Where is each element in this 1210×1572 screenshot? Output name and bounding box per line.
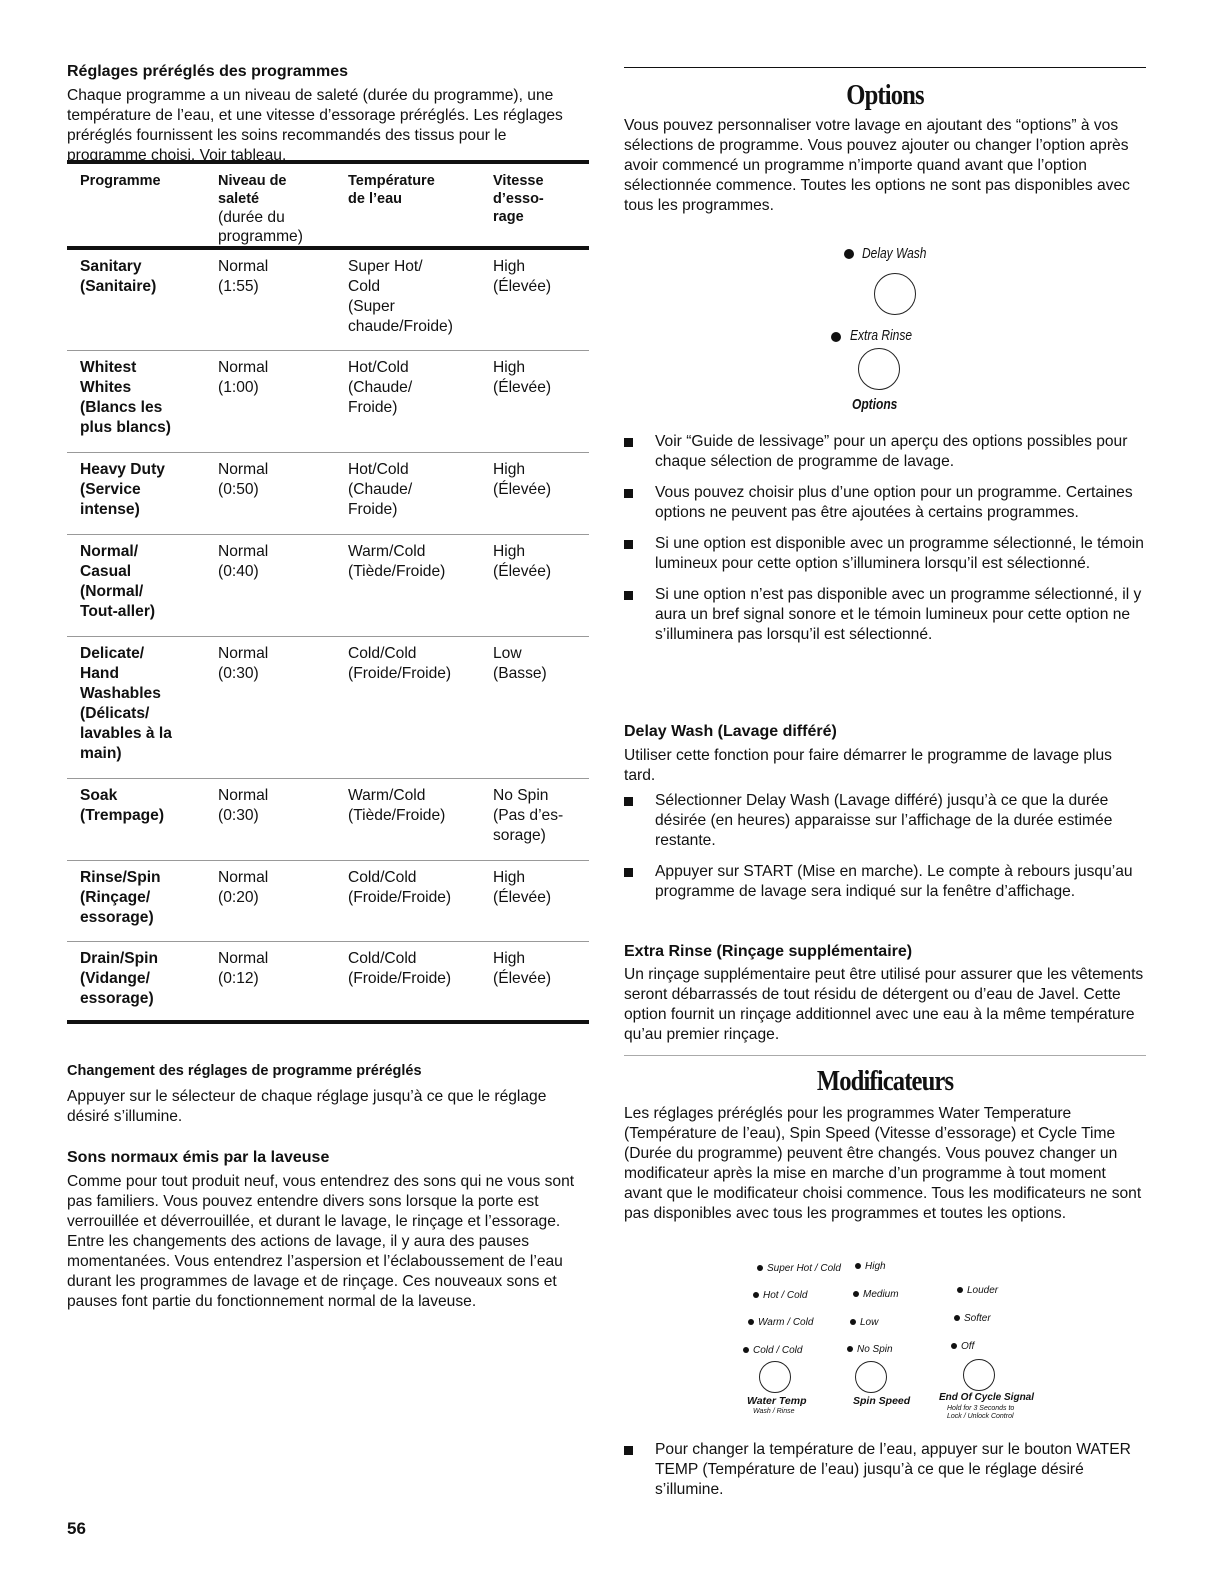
delay-wash-text: Utiliser cette fonction pour faire démarrer le programme de lavage plus tard. (624, 747, 1112, 784)
table-row (67, 942, 589, 1020)
led-icon (954, 1315, 960, 1321)
row-soil: Normal (0:40) (218, 543, 269, 580)
water-temp-button[interactable] (759, 1361, 791, 1393)
table-row (67, 250, 589, 351)
options-intro: Vous pouvez personnaliser votre lavage en ajoutant des “options” à vos sélections de programme. Vous pouvez ajouter ou changer l’option après avoir commencé un programme n’importe quand avant que l’option sélectionnée commence. Toutes les options ne sont pas disponibles avec tous les programmes. (624, 117, 1130, 214)
change-presets-text: Appuyer sur le sélecteur de chaque réglage jusqu’à ce que le réglage désiré s’illumine. (67, 1088, 547, 1125)
spin-speed-button[interactable] (855, 1361, 887, 1393)
bullet-square (624, 489, 633, 498)
spin-speed-label: Spin Speed (853, 1395, 911, 1407)
temp-level-label: Cold / Cold (753, 1345, 803, 1356)
temp-level-4 (743, 1345, 802, 1356)
list-item (624, 1440, 1146, 1500)
row-spin: No Spin (Pas d’es- sorage) (493, 787, 564, 844)
row-spin: High (Élevée) (493, 543, 552, 580)
row-temp: Hot/Cold (Chaude/ Froide) (348, 359, 413, 416)
spin-level-4 (847, 1344, 893, 1355)
normal-sounds-text: Comme pour tout produit neuf, vous entendrez des sons qui ne vous sont pas familiers. Vous pouvez entendre divers sons lorsque la porte est verrouillée et déverrouillée, et durant le lavage, le rinçage et l’essorage. Entre les changements des actions de lavage, il y aura des pauses momentanées. Vous entendrez l’aspersion et l’éclaboussement de l’eau durant les programmes de lavage et de rinçage. Ces nouveaux sons et pauses font partie du fonctionnement normal de la laveuse. (67, 1173, 575, 1310)
spin-level-label: Medium (863, 1289, 899, 1300)
options-bullet-list (624, 432, 1146, 645)
row-program: Normal/ Casual (Normal/ Tout-aller) (80, 543, 156, 620)
table-header-row (67, 164, 589, 250)
temp-level-3 (748, 1317, 813, 1328)
signal-label: End Of Cycle Signal (939, 1392, 1035, 1403)
header-soil (218, 172, 348, 246)
list-item-text: Vous pouvez choisir plus d’une option pour un programme. Certaines options ne peuvent pas être ajoutées à certains programmes. (655, 484, 1133, 521)
list-item (624, 585, 1146, 645)
table-row (67, 779, 589, 861)
list-item-text: Pour changer la température de l’eau, appuyer sur le bouton WATER TEMP (Température de l’eau) jusqu’à ce que le réglage désiré s’illumine. (655, 1441, 1131, 1498)
spin-level-label: No Spin (857, 1344, 893, 1355)
list-item (624, 534, 1146, 574)
temp-level-2 (753, 1290, 807, 1301)
led-icon (957, 1287, 963, 1293)
delay-wash-bullet-list (624, 791, 1146, 902)
list-item-text: Appuyer sur START (Mise en marche). Le compte à rebours jusqu’au programme de lavage sera indiqué sur la fenêtre d’affichage. (655, 863, 1133, 900)
spin-level-label: High (865, 1261, 886, 1272)
row-program: Rinse/Spin (Rinçage/ essorage) (80, 869, 161, 926)
header-temp: Température de l’eau (348, 173, 435, 207)
list-item-text: Si une option n’est pas disponible avec un programme sélectionné, il y aura un bref signal sonore et le témoin lumineux pour cette option ne s’illuminera pas lorsqu’il est sélectionné. (655, 586, 1142, 643)
led-icon (853, 1291, 859, 1297)
spin-level-1 (855, 1261, 886, 1272)
top-rule (624, 67, 1146, 68)
row-program: Heavy Duty (Service intense) (80, 461, 165, 518)
modifiers-title: Modificateurs (816, 1066, 954, 1097)
signal-level-2 (954, 1313, 991, 1324)
cycle-settings-table (67, 160, 589, 1024)
list-item (624, 483, 1146, 523)
bullet-square (624, 797, 633, 806)
spin-level-3 (850, 1317, 878, 1328)
list-item (624, 791, 1146, 851)
row-temp: Warm/Cold (Tiède/Froide) (348, 543, 446, 580)
row-soil: Normal (0:20) (218, 869, 269, 906)
header-soil-bold: Niveau de saleté (218, 173, 287, 207)
water-temp-sub: Wash / Rinse (753, 1408, 795, 1415)
list-item-text: Voir “Guide de lessivage” pour un aperçu des options possibles pour chaque sélection de programme de lavage. (655, 433, 1128, 470)
modifiers-panel (735, 1255, 1055, 1425)
row-program: Drain/Spin (Vidange/ essorage) (80, 950, 158, 1007)
extra-rinse-button[interactable] (858, 348, 900, 390)
water-temp-label: Water Temp (747, 1395, 807, 1407)
signal-level-label: Off (961, 1341, 975, 1352)
row-program: Sanitary (Sanitaire) (80, 258, 157, 295)
row-spin: High (Élevée) (493, 359, 552, 396)
led-icon (748, 1319, 754, 1325)
modifiers-bullet-list (624, 1440, 1146, 1500)
table-row (67, 637, 589, 779)
signal-sub-2: Lock / Unlock Control (947, 1413, 1014, 1420)
extra-rinse-label: Extra Rinse (850, 327, 913, 344)
row-temp: Super Hot/ Cold (Super chaude/Froide) (348, 258, 453, 335)
row-soil: Normal (0:30) (218, 645, 269, 682)
bullet-square (624, 1446, 633, 1455)
row-soil: Normal (0:50) (218, 461, 269, 498)
signal-level-1 (957, 1285, 998, 1296)
bullet-square (624, 591, 633, 600)
table-row (67, 861, 589, 942)
temp-level-1 (757, 1263, 841, 1274)
table-row (67, 351, 589, 453)
options-title: Options (846, 80, 924, 111)
extra-rinse-led (831, 332, 841, 342)
row-spin: High (Élevée) (493, 461, 552, 498)
bullet-square (624, 868, 633, 877)
row-spin: High (Élevée) (493, 869, 552, 906)
row-temp: Cold/Cold (Froide/Froide) (348, 645, 452, 682)
bullet-square (624, 540, 633, 549)
section-rule (624, 1055, 1146, 1056)
extra-rinse-text: Un rinçage supplémentaire peut être utilisé pour assurer que les vêtements seront débarrassés de tout résidu de détergent ou d’eau de Javel. Cette option fournit un rinçage additionnel avec une eau à la même température qu’au premier rinçage. (624, 966, 1144, 1043)
header-program: Programme (80, 173, 161, 189)
temp-level-label: Warm / Cold (758, 1317, 814, 1328)
led-icon (847, 1346, 853, 1352)
row-spin: Low (Basse) (493, 645, 547, 682)
change-presets-heading: Changement des réglages de programme préréglés (67, 1063, 422, 1079)
row-temp: Cold/Cold (Froide/Froide) (348, 950, 452, 987)
list-item (624, 432, 1146, 472)
signal-level-label: Louder (967, 1285, 999, 1296)
preset-settings-intro: Chaque programme a un niveau de saleté (durée du programme), une température de l’eau, et une vitesse d’essorage préréglés. Les réglages préréglés fournissent les soins recommandés des tissus pour le programme choisi. Voir tableau. (67, 87, 563, 164)
header-soil-normal: (durée du programme) (218, 209, 303, 245)
row-temp: Warm/Cold (Tiède/Froide) (348, 787, 446, 824)
signal-level-3 (951, 1341, 974, 1352)
preset-settings-heading: Réglages préréglés des programmes (67, 63, 349, 80)
extra-rinse-heading: Extra Rinse (Rinçage supplémentaire) (624, 943, 913, 960)
row-spin: High (Élevée) (493, 258, 552, 295)
spin-level-label: Low (860, 1317, 879, 1328)
list-item-text: Si une option est disponible avec un programme sélectionné, le témoin lumineux pour cette option s’illuminera lorsqu’il est sélectionné. (655, 535, 1144, 572)
led-icon (757, 1265, 763, 1271)
row-temp: Cold/Cold (Froide/Froide) (348, 869, 452, 906)
delay-wash-led (844, 249, 854, 259)
options-panel (800, 245, 980, 420)
signal-level-label: Softer (964, 1313, 991, 1324)
options-caption: Options (852, 396, 898, 413)
delay-wash-heading: Delay Wash (Lavage différé) (624, 723, 837, 740)
row-program: Whitest Whites (Blancs les plus blancs) (80, 359, 171, 436)
spin-level-2 (853, 1289, 899, 1300)
temp-level-label: Hot / Cold (763, 1290, 808, 1301)
delay-wash-label: Delay Wash (862, 245, 927, 262)
row-temp: Hot/Cold (Chaude/ Froide) (348, 461, 413, 518)
list-item (624, 862, 1146, 902)
led-icon (855, 1263, 861, 1269)
row-program: Soak (Trempage) (80, 787, 165, 824)
row-soil: Normal (0:12) (218, 950, 269, 987)
row-spin: High (Élevée) (493, 950, 552, 987)
led-icon (850, 1319, 856, 1325)
list-item-text: Sélectionner Delay Wash (Lavage différé) jusqu’à ce que la durée désirée (en heures) apparaisse sur l’affichage de la durée estimée restante. (655, 792, 1113, 849)
page-number: 56 (67, 1519, 86, 1538)
header-spin: Vitesse d’esso- rage (493, 173, 544, 225)
table-row (67, 535, 589, 637)
led-icon (951, 1343, 957, 1349)
row-soil: Normal (1:00) (218, 359, 269, 396)
delay-wash-button[interactable] (874, 273, 916, 315)
row-soil: Normal (1:55) (218, 258, 269, 295)
row-program: Delicate/ Hand Washables (Délicats/ lavables à la main) (80, 645, 172, 762)
bullet-square (624, 438, 633, 447)
led-icon (753, 1292, 759, 1298)
modifiers-intro: Les réglages préréglés pour les programmes Water Temperature (Température de l’eau), Spin Speed (Vitesse d’essorage) et Cycle Time (Durée du programme) peuvent être changés. Vous pouvez changer un modificateur après la mise en marche d’un programme à tout moment avant que le modificateur choisi commence. Tous les modificateurs ne sont pas disponibles avec tous les programmes et toutes les options. (624, 1105, 1142, 1222)
table-row (67, 453, 589, 535)
led-icon (743, 1347, 749, 1353)
end-of-cycle-signal-button[interactable] (963, 1359, 995, 1391)
temp-level-label: Super Hot / Cold (767, 1263, 841, 1274)
row-soil: Normal (0:30) (218, 787, 269, 824)
normal-sounds-heading: Sons normaux émis par la laveuse (67, 1149, 330, 1166)
signal-sub-1: Hold for 3 Seconds to (947, 1405, 1015, 1412)
